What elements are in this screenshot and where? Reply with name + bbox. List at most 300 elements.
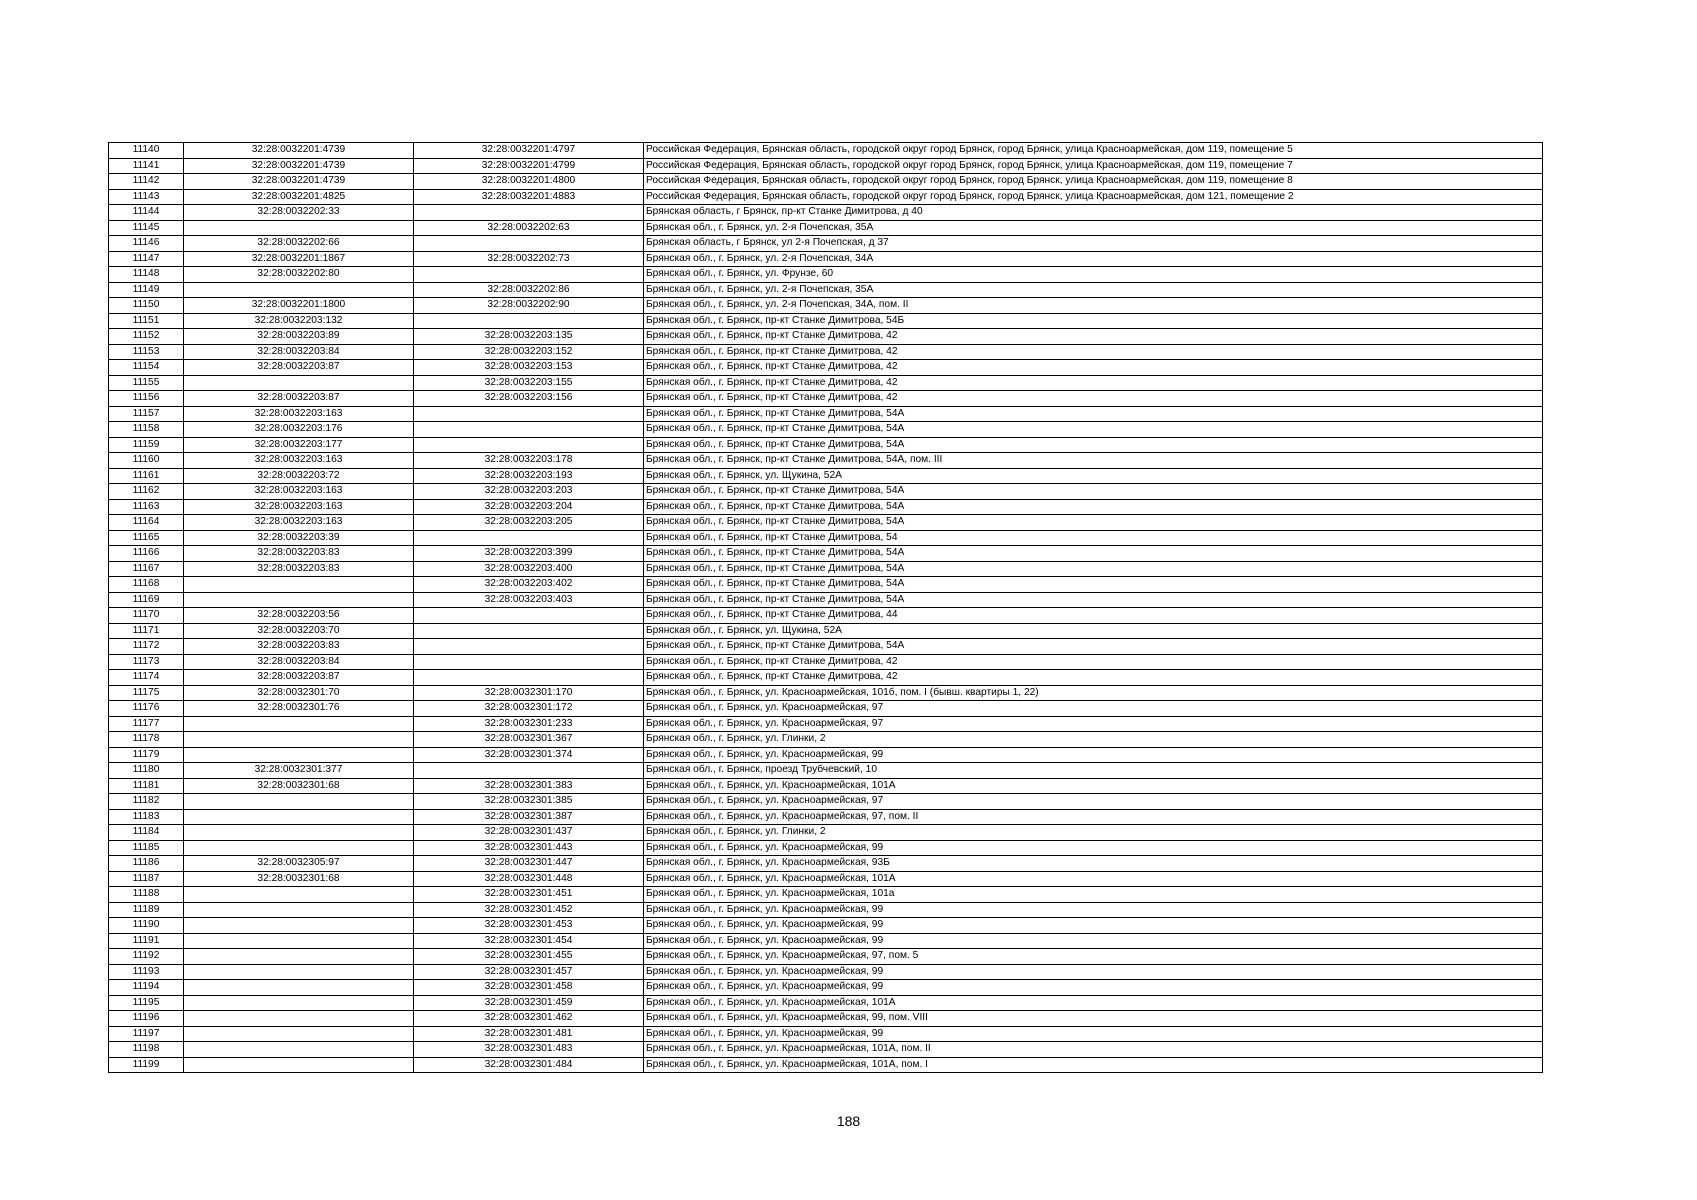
- row-number-cell: 11161: [109, 468, 184, 484]
- row-number-cell: 11189: [109, 902, 184, 918]
- address-cell: Брянская обл., г. Брянск, пр-кт Станке Димитрова, 54Б: [644, 313, 1543, 329]
- table-row: [109, 933, 1543, 949]
- row-number-cell: 11179: [109, 747, 184, 763]
- land-cadastral-number-cell: 32:28:0032203:176: [184, 422, 414, 438]
- row-number-cell: 11147: [109, 251, 184, 267]
- land-cadastral-number-cell: [184, 282, 414, 298]
- table-row: [109, 577, 1543, 593]
- table-row: [109, 267, 1543, 283]
- building-cadastral-number-cell: 32:28:0032202:90: [414, 298, 644, 314]
- building-cadastral-number-cell: 32:28:0032301:452: [414, 902, 644, 918]
- building-cadastral-number-cell: 32:28:0032301:443: [414, 840, 644, 856]
- address-cell: Брянская обл., г. Брянск, пр-кт Станке Димитрова, 42: [644, 344, 1543, 360]
- land-cadastral-number-cell: [184, 964, 414, 980]
- row-number-cell: 11165: [109, 530, 184, 546]
- row-number-cell: 11171: [109, 623, 184, 639]
- row-number-cell: 11196: [109, 1011, 184, 1027]
- land-cadastral-number-cell: 32:28:0032203:84: [184, 654, 414, 670]
- row-number-cell: 11153: [109, 344, 184, 360]
- registry-table-body: [109, 143, 1543, 1073]
- land-cadastral-number-cell: [184, 995, 414, 1011]
- building-cadastral-number-cell: 32:28:0032201:4883: [414, 189, 644, 205]
- building-cadastral-number-cell: 32:28:0032203:204: [414, 499, 644, 515]
- land-cadastral-number-cell: [184, 220, 414, 236]
- address-cell: Брянская обл., г. Брянск, пр-кт Станке Димитрова, 54А: [644, 546, 1543, 562]
- address-cell: Брянская обл., г. Брянск, ул. Красноармейская, 99, пом. VIII: [644, 1011, 1543, 1027]
- table-row: [109, 964, 1543, 980]
- land-cadastral-number-cell: 32:28:0032201:4825: [184, 189, 414, 205]
- row-number-cell: 11160: [109, 453, 184, 469]
- row-number-cell: 11190: [109, 918, 184, 934]
- address-cell: Брянская обл., г. Брянск, пр-кт Станке Димитрова, 54А: [644, 422, 1543, 438]
- table-row: [109, 561, 1543, 577]
- address-cell: Брянская обл., г. Брянск, ул. Глинки, 2: [644, 825, 1543, 841]
- land-cadastral-number-cell: 32:28:0032203:83: [184, 639, 414, 655]
- address-cell: Брянская обл., г. Брянск, пр-кт Станке Димитрова, 54А: [644, 484, 1543, 500]
- address-cell: Брянская обл., г. Брянск, ул. Красноармейская, 99: [644, 840, 1543, 856]
- table-row: [109, 282, 1543, 298]
- land-cadastral-number-cell: [184, 732, 414, 748]
- row-number-cell: 11152: [109, 329, 184, 345]
- address-cell: Брянская область, г Брянск, пр-кт Станке Димитрова, д 40: [644, 205, 1543, 221]
- building-cadastral-number-cell: 32:28:0032301:454: [414, 933, 644, 949]
- address-cell: Брянская обл., г. Брянск, пр-кт Станке Димитрова, 42: [644, 670, 1543, 686]
- building-cadastral-number-cell: [414, 623, 644, 639]
- building-cadastral-number-cell: 32:28:0032301:451: [414, 887, 644, 903]
- building-cadastral-number-cell: 32:28:0032203:205: [414, 515, 644, 531]
- land-cadastral-number-cell: 32:28:0032203:163: [184, 515, 414, 531]
- building-cadastral-number-cell: 32:28:0032301:459: [414, 995, 644, 1011]
- address-cell: Брянская обл., г. Брянск, ул. Красноармейская, 101А, пом. I: [644, 1057, 1543, 1073]
- table-row: [109, 949, 1543, 965]
- building-cadastral-number-cell: [414, 205, 644, 221]
- building-cadastral-number-cell: [414, 236, 644, 252]
- table-row: [109, 174, 1543, 190]
- land-cadastral-number-cell: 32:28:0032201:1800: [184, 298, 414, 314]
- address-cell: Брянская обл., г. Брянск, пр-кт Станке Димитрова, 54А: [644, 406, 1543, 422]
- land-cadastral-number-cell: 32:28:0032301:377: [184, 763, 414, 779]
- address-cell: Брянская обл., г. Брянск, ул. Красноармейская, 93Б: [644, 856, 1543, 872]
- building-cadastral-number-cell: 32:28:0032203:403: [414, 592, 644, 608]
- building-cadastral-number-cell: 32:28:0032301:483: [414, 1042, 644, 1058]
- building-cadastral-number-cell: [414, 654, 644, 670]
- address-cell: Брянская обл., г. Брянск, ул. Красноармейская, 101А: [644, 995, 1543, 1011]
- land-cadastral-number-cell: [184, 716, 414, 732]
- row-number-cell: 11197: [109, 1026, 184, 1042]
- land-cadastral-number-cell: 32:28:0032203:39: [184, 530, 414, 546]
- table-row: [109, 391, 1543, 407]
- address-cell: Брянская обл., г. Брянск, ул. Глинки, 2: [644, 732, 1543, 748]
- address-cell: Брянская обл., г. Брянск, пр-кт Станке Димитрова, 44: [644, 608, 1543, 624]
- row-number-cell: 11176: [109, 701, 184, 717]
- land-cadastral-number-cell: [184, 887, 414, 903]
- row-number-cell: 11154: [109, 360, 184, 376]
- row-number-cell: 11159: [109, 437, 184, 453]
- table-row: [109, 453, 1543, 469]
- land-cadastral-number-cell: [184, 825, 414, 841]
- land-cadastral-number-cell: 32:28:0032202:33: [184, 205, 414, 221]
- land-cadastral-number-cell: 32:28:0032203:70: [184, 623, 414, 639]
- address-cell: Брянская обл., г. Брянск, ул. Красноармейская, 97, пом. 5: [644, 949, 1543, 965]
- land-cadastral-number-cell: 32:28:0032301:76: [184, 701, 414, 717]
- table-row: [109, 685, 1543, 701]
- address-cell: Брянская обл., г. Брянск, пр-кт Станке Димитрова, 54А: [644, 499, 1543, 515]
- table-row: [109, 902, 1543, 918]
- address-cell: Брянская обл., г. Брянск, ул. Красноармейская, 101А: [644, 778, 1543, 794]
- address-cell: Брянская обл., г. Брянск, проезд Трубчевский, 10: [644, 763, 1543, 779]
- address-cell: Российская Федерация, Брянская область, городской округ город Брянск, город Брянск, улица Красноармейская, дом 121, помещение 2: [644, 189, 1543, 205]
- building-cadastral-number-cell: [414, 406, 644, 422]
- address-cell: Брянская обл., г. Брянск, ул. Красноармейская, 101А, пом. II: [644, 1042, 1543, 1058]
- row-number-cell: 11193: [109, 964, 184, 980]
- address-cell: Брянская обл., г. Брянск, пр-кт Станке Димитрова, 54А: [644, 515, 1543, 531]
- land-cadastral-number-cell: 32:28:0032201:4739: [184, 158, 414, 174]
- table-row: [109, 515, 1543, 531]
- row-number-cell: 11172: [109, 639, 184, 655]
- building-cadastral-number-cell: 32:28:0032301:458: [414, 980, 644, 996]
- table-row: [109, 840, 1543, 856]
- address-cell: Брянская обл., г. Брянск, ул. Красноармейская, 99: [644, 902, 1543, 918]
- row-number-cell: 11168: [109, 577, 184, 593]
- address-cell: Брянская обл., г. Брянск, ул. Красноармейская, 97: [644, 716, 1543, 732]
- table-row: [109, 1026, 1543, 1042]
- address-cell: Брянская обл., г. Брянск, ул. 2-я Почепская, 34А, пом. II: [644, 298, 1543, 314]
- land-cadastral-number-cell: 32:28:0032203:89: [184, 329, 414, 345]
- land-cadastral-number-cell: 32:28:0032201:4739: [184, 143, 414, 159]
- building-cadastral-number-cell: 32:28:0032201:4797: [414, 143, 644, 159]
- building-cadastral-number-cell: 32:28:0032301:447: [414, 856, 644, 872]
- row-number-cell: 11173: [109, 654, 184, 670]
- building-cadastral-number-cell: 32:28:0032301:455: [414, 949, 644, 965]
- row-number-cell: 11187: [109, 871, 184, 887]
- building-cadastral-number-cell: 32:28:0032203:178: [414, 453, 644, 469]
- address-cell: Брянская обл., г. Брянск, ул. Щукина, 52А: [644, 468, 1543, 484]
- row-number-cell: 11146: [109, 236, 184, 252]
- address-cell: Брянская обл., г. Брянск, пр-кт Станке Димитрова, 42: [644, 360, 1543, 376]
- building-cadastral-number-cell: [414, 763, 644, 779]
- land-cadastral-number-cell: 32:28:0032203:84: [184, 344, 414, 360]
- row-number-cell: 11157: [109, 406, 184, 422]
- row-number-cell: 11162: [109, 484, 184, 500]
- building-cadastral-number-cell: 32:28:0032301:233: [414, 716, 644, 732]
- table-row: [109, 918, 1543, 934]
- table-row: [109, 1042, 1543, 1058]
- land-cadastral-number-cell: [184, 902, 414, 918]
- land-cadastral-number-cell: 32:28:0032203:56: [184, 608, 414, 624]
- land-cadastral-number-cell: 32:28:0032203:163: [184, 406, 414, 422]
- address-cell: Брянская обл., г. Брянск, ул. Красноармейская, 99: [644, 1026, 1543, 1042]
- address-cell: Брянская обл., г. Брянск, ул. Красноармейская, 97, пом. II: [644, 809, 1543, 825]
- table-row: [109, 670, 1543, 686]
- land-cadastral-number-cell: [184, 949, 414, 965]
- page-number: 188: [836, 1113, 861, 1129]
- row-number-cell: 11188: [109, 887, 184, 903]
- table-row: [109, 654, 1543, 670]
- table-row: [109, 360, 1543, 376]
- table-row: [109, 484, 1543, 500]
- row-number-cell: 11181: [109, 778, 184, 794]
- table-row: [109, 546, 1543, 562]
- address-cell: Брянская обл., г. Брянск, ул. Красноармейская, 101а: [644, 887, 1543, 903]
- building-cadastral-number-cell: 32:28:0032301:367: [414, 732, 644, 748]
- table-row: [109, 623, 1543, 639]
- building-cadastral-number-cell: 32:28:0032203:153: [414, 360, 644, 376]
- land-cadastral-number-cell: 32:28:0032201:1867: [184, 251, 414, 267]
- table-row: [109, 499, 1543, 515]
- land-cadastral-number-cell: 32:28:0032203:163: [184, 484, 414, 500]
- row-number-cell: 11167: [109, 561, 184, 577]
- address-cell: Брянская обл., г. Брянск, ул. Красноармейская, 97: [644, 701, 1543, 717]
- row-number-cell: 11140: [109, 143, 184, 159]
- building-cadastral-number-cell: 32:28:0032203:400: [414, 561, 644, 577]
- row-number-cell: 11191: [109, 933, 184, 949]
- building-cadastral-number-cell: 32:28:0032301:448: [414, 871, 644, 887]
- table-row: [109, 778, 1543, 794]
- table-row: [109, 887, 1543, 903]
- building-cadastral-number-cell: 32:28:0032301:170: [414, 685, 644, 701]
- table-row: [109, 251, 1543, 267]
- building-cadastral-number-cell: 32:28:0032301:172: [414, 701, 644, 717]
- address-cell: Брянская обл., г. Брянск, ул. Фрунзе, 60: [644, 267, 1543, 283]
- land-cadastral-number-cell: 32:28:0032203:83: [184, 561, 414, 577]
- table-row: [109, 701, 1543, 717]
- table-row: [109, 329, 1543, 345]
- address-cell: Российская Федерация, Брянская область, городской округ город Брянск, город Брянск, улица Красноармейская, дом 119, помещение 7: [644, 158, 1543, 174]
- address-cell: Брянская обл., г. Брянск, пр-кт Станке Димитрова, 42: [644, 654, 1543, 670]
- building-cadastral-number-cell: 32:28:0032301:457: [414, 964, 644, 980]
- address-cell: Брянская обл., г. Брянск, пр-кт Станке Димитрова, 54А: [644, 577, 1543, 593]
- land-cadastral-number-cell: [184, 1042, 414, 1058]
- table-row: [109, 236, 1543, 252]
- building-cadastral-number-cell: [414, 313, 644, 329]
- land-cadastral-number-cell: 32:28:0032203:87: [184, 391, 414, 407]
- table-row: [109, 716, 1543, 732]
- row-number-cell: 11170: [109, 608, 184, 624]
- land-cadastral-number-cell: 32:28:0032203:72: [184, 468, 414, 484]
- building-cadastral-number-cell: [414, 437, 644, 453]
- land-cadastral-number-cell: [184, 1011, 414, 1027]
- building-cadastral-number-cell: 32:28:0032203:155: [414, 375, 644, 391]
- table-row: [109, 468, 1543, 484]
- land-cadastral-number-cell: 32:28:0032305:97: [184, 856, 414, 872]
- row-number-cell: 11194: [109, 980, 184, 996]
- table-row: [109, 856, 1543, 872]
- land-cadastral-number-cell: 32:28:0032203:83: [184, 546, 414, 562]
- building-cadastral-number-cell: 32:28:0032202:63: [414, 220, 644, 236]
- row-number-cell: 11144: [109, 205, 184, 221]
- row-number-cell: 11199: [109, 1057, 184, 1073]
- building-cadastral-number-cell: [414, 608, 644, 624]
- land-cadastral-number-cell: 32:28:0032301:68: [184, 778, 414, 794]
- address-cell: Брянская обл., г. Брянск, пр-кт Станке Димитрова, 54А: [644, 639, 1543, 655]
- table-row: [109, 732, 1543, 748]
- building-cadastral-number-cell: 32:28:0032301:481: [414, 1026, 644, 1042]
- land-cadastral-number-cell: [184, 747, 414, 763]
- registry-table: [108, 142, 1543, 1073]
- land-cadastral-number-cell: [184, 918, 414, 934]
- table-row: [109, 422, 1543, 438]
- table-row: [109, 530, 1543, 546]
- building-cadastral-number-cell: 32:28:0032301:385: [414, 794, 644, 810]
- building-cadastral-number-cell: [414, 267, 644, 283]
- address-cell: Брянская обл., г. Брянск, ул. 2-я Почепская, 35А: [644, 282, 1543, 298]
- land-cadastral-number-cell: [184, 1026, 414, 1042]
- building-cadastral-number-cell: [414, 530, 644, 546]
- table-row: [109, 592, 1543, 608]
- land-cadastral-number-cell: 32:28:0032203:87: [184, 670, 414, 686]
- land-cadastral-number-cell: [184, 840, 414, 856]
- land-cadastral-number-cell: [184, 577, 414, 593]
- land-cadastral-number-cell: [184, 809, 414, 825]
- building-cadastral-number-cell: 32:28:0032203:156: [414, 391, 644, 407]
- table-row: [109, 980, 1543, 996]
- building-cadastral-number-cell: 32:28:0032201:4800: [414, 174, 644, 190]
- table-row: [109, 406, 1543, 422]
- building-cadastral-number-cell: 32:28:0032301:374: [414, 747, 644, 763]
- address-cell: Российская Федерация, Брянская область, городской округ город Брянск, город Брянск, улица Красноармейская, дом 119, помещение 8: [644, 174, 1543, 190]
- row-number-cell: 11198: [109, 1042, 184, 1058]
- land-cadastral-number-cell: 32:28:0032203:163: [184, 499, 414, 515]
- row-number-cell: 11185: [109, 840, 184, 856]
- table-row: [109, 437, 1543, 453]
- building-cadastral-number-cell: 32:28:0032203:193: [414, 468, 644, 484]
- land-cadastral-number-cell: [184, 375, 414, 391]
- land-cadastral-number-cell: 32:28:0032201:4739: [184, 174, 414, 190]
- address-cell: Брянская обл., г. Брянск, ул. Красноармейская, 99: [644, 964, 1543, 980]
- building-cadastral-number-cell: 32:28:0032203:135: [414, 329, 644, 345]
- row-number-cell: 11195: [109, 995, 184, 1011]
- address-cell: Брянская обл., г. Брянск, ул. Красноармейская, 99: [644, 747, 1543, 763]
- table-row: [109, 158, 1543, 174]
- row-number-cell: 11148: [109, 267, 184, 283]
- building-cadastral-number-cell: 32:28:0032301:437: [414, 825, 644, 841]
- land-cadastral-number-cell: [184, 592, 414, 608]
- row-number-cell: 11175: [109, 685, 184, 701]
- row-number-cell: 11143: [109, 189, 184, 205]
- row-number-cell: 11186: [109, 856, 184, 872]
- table-row: [109, 763, 1543, 779]
- land-cadastral-number-cell: 32:28:0032203:132: [184, 313, 414, 329]
- table-row: [109, 747, 1543, 763]
- table-row: [109, 375, 1543, 391]
- row-number-cell: 11142: [109, 174, 184, 190]
- row-number-cell: 11182: [109, 794, 184, 810]
- table-row: [109, 995, 1543, 1011]
- row-number-cell: 11183: [109, 809, 184, 825]
- building-cadastral-number-cell: 32:28:0032203:399: [414, 546, 644, 562]
- address-cell: Российская Федерация, Брянская область, городской округ город Брянск, город Брянск, улица Красноармейская, дом 119, помещение 5: [644, 143, 1543, 159]
- address-cell: Брянская обл., г. Брянск, ул. Красноармейская, 99: [644, 980, 1543, 996]
- building-cadastral-number-cell: 32:28:0032203:203: [414, 484, 644, 500]
- land-cadastral-number-cell: 32:28:0032203:177: [184, 437, 414, 453]
- address-cell: Брянская обл., г. Брянск, ул. Красноармейская, 101б, пом. I (бывш. квартиры 1, 22): [644, 685, 1543, 701]
- row-number-cell: 11151: [109, 313, 184, 329]
- table-row: [109, 1011, 1543, 1027]
- table-row: [109, 825, 1543, 841]
- table-row: [109, 871, 1543, 887]
- table-row: [109, 189, 1543, 205]
- land-cadastral-number-cell: 32:28:0032203:163: [184, 453, 414, 469]
- row-number-cell: 11180: [109, 763, 184, 779]
- table-row: [109, 205, 1543, 221]
- address-cell: Брянская обл., г. Брянск, пр-кт Станке Димитрова, 42: [644, 329, 1543, 345]
- row-number-cell: 11184: [109, 825, 184, 841]
- table-row: [109, 298, 1543, 314]
- row-number-cell: 11141: [109, 158, 184, 174]
- building-cadastral-number-cell: 32:28:0032202:86: [414, 282, 644, 298]
- row-number-cell: 11178: [109, 732, 184, 748]
- address-cell: Брянская обл., г. Брянск, ул. Красноармейская, 99: [644, 918, 1543, 934]
- row-number-cell: 11155: [109, 375, 184, 391]
- building-cadastral-number-cell: 32:28:0032301:453: [414, 918, 644, 934]
- land-cadastral-number-cell: 32:28:0032202:80: [184, 267, 414, 283]
- building-cadastral-number-cell: 32:28:0032301:484: [414, 1057, 644, 1073]
- land-cadastral-number-cell: [184, 933, 414, 949]
- building-cadastral-number-cell: 32:28:0032301:462: [414, 1011, 644, 1027]
- building-cadastral-number-cell: 32:28:0032301:387: [414, 809, 644, 825]
- address-cell: Брянская обл., г. Брянск, пр-кт Станке Димитрова, 54А: [644, 437, 1543, 453]
- table-row: [109, 313, 1543, 329]
- table-row: [109, 143, 1543, 159]
- row-number-cell: 11174: [109, 670, 184, 686]
- building-cadastral-number-cell: 32:28:0032203:152: [414, 344, 644, 360]
- address-cell: Брянская обл., г. Брянск, ул. 2-я Почепская, 34А: [644, 251, 1543, 267]
- building-cadastral-number-cell: 32:28:0032202:73: [414, 251, 644, 267]
- row-number-cell: 11164: [109, 515, 184, 531]
- table-row: [109, 1057, 1543, 1073]
- land-cadastral-number-cell: [184, 1057, 414, 1073]
- row-number-cell: 11156: [109, 391, 184, 407]
- land-cadastral-number-cell: [184, 980, 414, 996]
- table-row: [109, 608, 1543, 624]
- building-cadastral-number-cell: 32:28:0032201:4799: [414, 158, 644, 174]
- row-number-cell: 11166: [109, 546, 184, 562]
- address-cell: Брянская обл., г. Брянск, ул. 2-я Почепская, 35А: [644, 220, 1543, 236]
- land-cadastral-number-cell: 32:28:0032301:68: [184, 871, 414, 887]
- address-cell: Брянская обл., г. Брянск, пр-кт Станке Димитрова, 54А: [644, 592, 1543, 608]
- land-cadastral-number-cell: 32:28:0032202:66: [184, 236, 414, 252]
- address-cell: Брянская обл., г. Брянск, ул. Красноармейская, 101А: [644, 871, 1543, 887]
- row-number-cell: 11169: [109, 592, 184, 608]
- building-cadastral-number-cell: [414, 639, 644, 655]
- address-cell: Брянская область, г Брянск, ул 2-я Почепская, д 37: [644, 236, 1543, 252]
- building-cadastral-number-cell: [414, 670, 644, 686]
- address-cell: Брянская обл., г. Брянск, ул. Красноармейская, 97: [644, 794, 1543, 810]
- table-row: [109, 639, 1543, 655]
- table-row: [109, 809, 1543, 825]
- row-number-cell: 11149: [109, 282, 184, 298]
- address-cell: Брянская обл., г. Брянск, пр-кт Станке Димитрова, 42: [644, 391, 1543, 407]
- row-number-cell: 11150: [109, 298, 184, 314]
- row-number-cell: 11158: [109, 422, 184, 438]
- land-cadastral-number-cell: 32:28:0032301:70: [184, 685, 414, 701]
- table-row: [109, 220, 1543, 236]
- land-cadastral-number-cell: [184, 794, 414, 810]
- building-cadastral-number-cell: [414, 422, 644, 438]
- row-number-cell: 11177: [109, 716, 184, 732]
- address-cell: Брянская обл., г. Брянск, пр-кт Станке Димитрова, 54А, пом. III: [644, 453, 1543, 469]
- table-row: [109, 794, 1543, 810]
- table-row: [109, 344, 1543, 360]
- address-cell: Брянская обл., г. Брянск, пр-кт Станке Димитрова, 42: [644, 375, 1543, 391]
- row-number-cell: 11145: [109, 220, 184, 236]
- address-cell: Брянская обл., г. Брянск, пр-кт Станке Димитрова, 54: [644, 530, 1543, 546]
- address-cell: Брянская обл., г. Брянск, ул. Щукина, 52А: [644, 623, 1543, 639]
- address-cell: Брянская обл., г. Брянск, пр-кт Станке Димитрова, 54А: [644, 561, 1543, 577]
- address-cell: Брянская обл., г. Брянск, ул. Красноармейская, 99: [644, 933, 1543, 949]
- row-number-cell: 11163: [109, 499, 184, 515]
- building-cadastral-number-cell: 32:28:0032203:402: [414, 577, 644, 593]
